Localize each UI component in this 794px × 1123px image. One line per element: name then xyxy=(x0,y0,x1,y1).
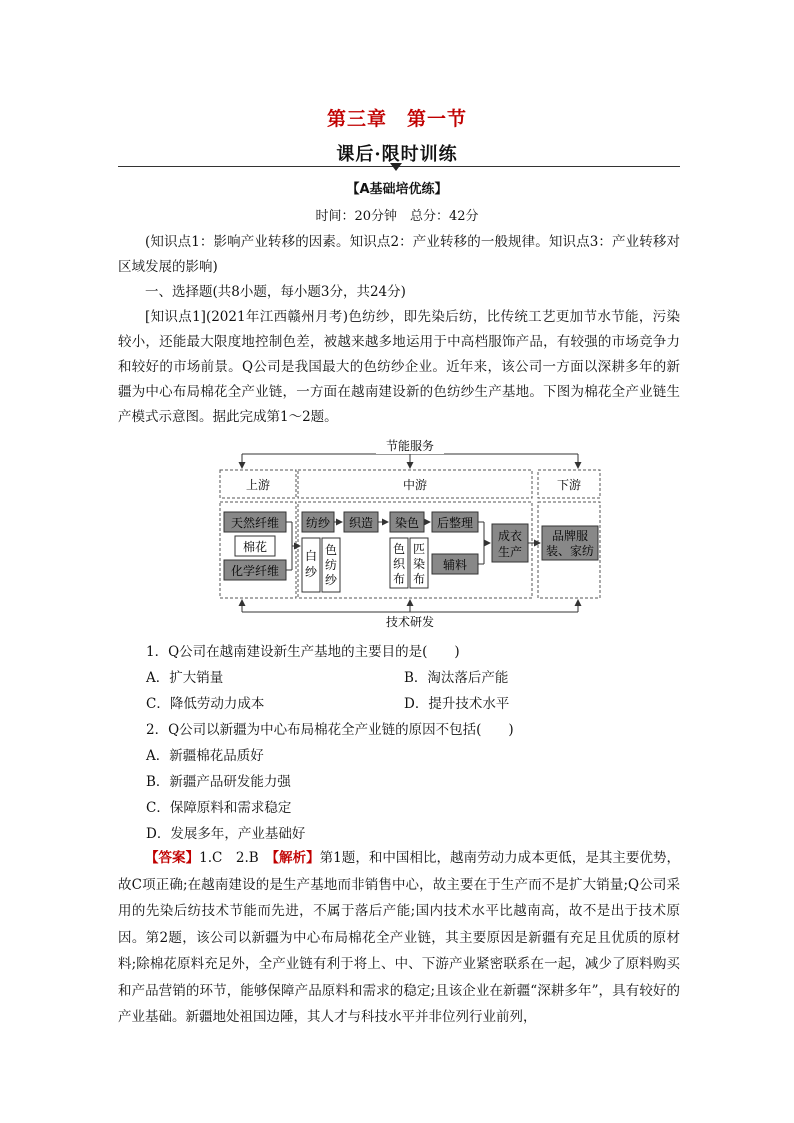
svg-text:生产: 生产 xyxy=(497,545,523,559)
svg-text:布: 布 xyxy=(412,572,426,586)
svg-text:匹: 匹 xyxy=(412,542,426,556)
svg-text:布: 布 xyxy=(392,572,406,586)
divider-arrow-icon xyxy=(390,163,402,171)
svg-text:成衣: 成衣 xyxy=(497,529,523,543)
white-yarn-2: 纱 xyxy=(304,565,318,579)
dyeing: 染色 xyxy=(394,516,420,530)
q2-option-a[interactable]: A．新疆棉花品质好 xyxy=(146,748,264,764)
q1-option-c[interactable]: C．降低劳动力成本 xyxy=(146,696,265,712)
finishing: 后整理 xyxy=(436,516,474,530)
chapter-title: 第三章 第一节 xyxy=(326,108,467,130)
answer-value: 1.C 2.B xyxy=(199,850,273,866)
svg-text:色: 色 xyxy=(392,542,406,556)
q2-stem: 2．Q公司以新疆为中心布局棉花全产业链的原因不包括( ) xyxy=(146,722,514,738)
time-info: 时间：20分钟 总分：42分 xyxy=(315,209,479,224)
natural-fiber: 天然纤维 xyxy=(230,516,280,530)
svg-text:装、家纺: 装、家纺 xyxy=(545,544,595,558)
svg-text:色: 色 xyxy=(324,543,338,557)
upstream-label: 上游 xyxy=(245,478,271,492)
section-label: 【A基础培优练】 xyxy=(346,182,448,197)
q1-option-b[interactable]: B．淘汰落后产能 xyxy=(404,670,509,686)
section-one-heading: 一、选择题(共8小题，每小题3分，共24分) xyxy=(145,284,406,300)
midstream-label: 中游 xyxy=(402,478,428,492)
chemical-fiber: 化学纤维 xyxy=(230,564,280,578)
cotton: 棉花 xyxy=(242,540,268,554)
answer-label: 【答案】 xyxy=(145,850,200,866)
knowledge-points: (知识点1：影响产业转移的因素。知识点2：产业转移的一般规律。知识点3：产业转移对区域发展的影响) xyxy=(118,234,680,275)
q2-option-b[interactable]: B．新疆产品研发能力强 xyxy=(146,774,291,790)
answer-block xyxy=(118,845,680,1031)
page-subtitle: 课后·限时训练 xyxy=(336,144,458,165)
energy-service-label: 节能服务 xyxy=(385,439,435,453)
spinning: 纺纱 xyxy=(305,516,331,530)
question-stem: [知识点1](2021年江西赣州月考)色纺纱，即先染后纺，比传统工艺更加节水节能，污染较小，还能最大限度地控制色差，被越来越多地运用于中高档服饰产品，有较强的市场竞争力和较好的市场前景。Q公司是我国最大的色纺纱企业。近年来，该公司一方面以深耕多年的新疆为中心布局棉花全产业链，一方面在越南建设新的色纺纱生产基地。下图为棉花全产业链生产模式示意图。据此完成第1～2题。 xyxy=(118,309,680,425)
svg-text:染: 染 xyxy=(412,557,426,571)
cotton-industry-chain-diagram xyxy=(218,436,604,628)
white-yarn-1: 白 xyxy=(304,549,318,563)
tech-rd-label: 技术研发 xyxy=(385,615,435,628)
analysis-text: 第1题，和中国相比，越南劳动力成本更低，是其主要优势，故C项正确;在越南建设的是生产基地而非销售中心，故主要在于生产而不是扩大销量;Q公司采用的先染后纺技术节能而先进，不属于落后产能;国内技术水平比越南高，故不是出于技术原因。第2题，该公司以新疆为中心布局棉花全产业链，其主要原因是新疆有充足且优质的原材料;除棉花原料充足外，全产业链有利于将上、中、下游产业紧密联系在一起，减少了原料购买和产品营销的环节，能够保障产品原料和需求的稳定;且该企业在新疆“深耕多年”，具有较好的产业基础。新疆地处祖国边陲，其人才与科技水平并非位列行业前列， xyxy=(118,850,681,1025)
accessories: 辅料 xyxy=(442,558,468,572)
q1-option-d[interactable]: D．提升技术水平 xyxy=(404,696,510,712)
q1-option-a[interactable]: A．扩大销量 xyxy=(146,670,224,686)
weaving: 织造 xyxy=(348,516,374,530)
q1-stem: 1．Q公司在越南建设新生产基地的主要目的是( ) xyxy=(146,644,460,660)
q2-option-d[interactable]: D．发展多年，产业基础好 xyxy=(146,826,306,842)
svg-text:品牌服: 品牌服 xyxy=(551,529,589,543)
svg-text:纱: 纱 xyxy=(324,573,338,587)
analysis-label: 【解析】 xyxy=(272,850,320,866)
q2-option-c[interactable]: C．保障原料和需求稳定 xyxy=(146,800,292,816)
svg-text:织: 织 xyxy=(392,557,406,571)
downstream-label: 下游 xyxy=(556,478,582,492)
svg-text:纺: 纺 xyxy=(324,558,338,572)
